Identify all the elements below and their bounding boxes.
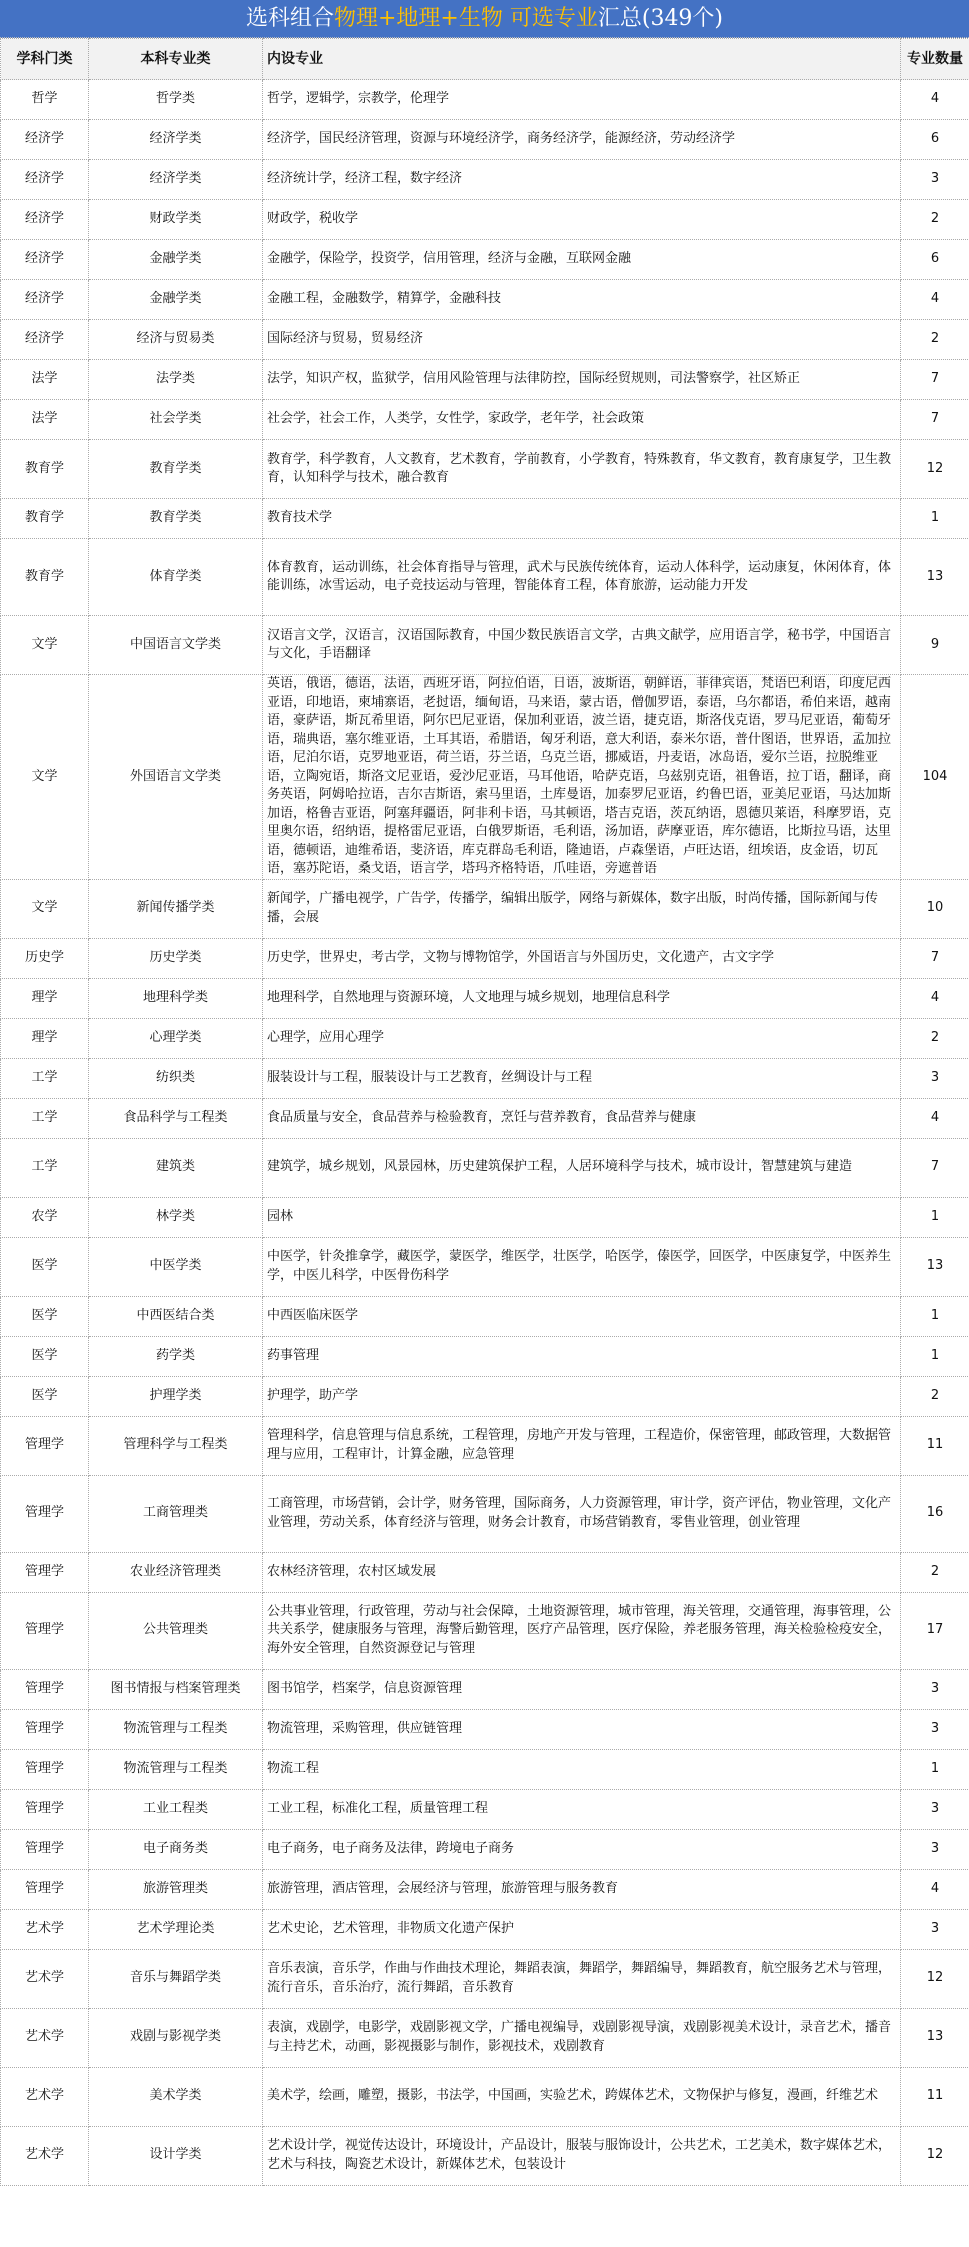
major-class-cell: 工业工程类 — [89, 1789, 263, 1829]
table-row — [1, 1098, 969, 1138]
discipline-cell: 医学 — [1, 1296, 89, 1336]
count-cell: 4 — [901, 280, 969, 320]
count-cell: 1 — [901, 1749, 969, 1789]
discipline-cell: 管理学 — [1, 1592, 89, 1669]
table-row — [1, 978, 969, 1018]
major-class-cell: 社会学类 — [89, 400, 263, 440]
major-class-cell: 经济学类 — [89, 120, 263, 160]
discipline-cell: 艺术学 — [1, 1909, 89, 1949]
count-cell: 13 — [901, 539, 969, 616]
count-cell: 2 — [901, 200, 969, 240]
discipline-cell: 管理学 — [1, 1475, 89, 1552]
table-row — [1, 1592, 969, 1669]
count-cell: 3 — [901, 1709, 969, 1749]
count-cell: 2 — [901, 1376, 969, 1416]
majors-cell: 园林 — [263, 1197, 901, 1237]
count-cell: 2 — [901, 1552, 969, 1592]
table-row — [1, 1058, 969, 1098]
discipline-cell: 农学 — [1, 1197, 89, 1237]
majors-cell: 物流管理，采购管理，供应链管理 — [263, 1709, 901, 1749]
majors-cell: 工业工程，标准化工程，质量管理工程 — [263, 1789, 901, 1829]
major-class-cell: 音乐与舞蹈学类 — [89, 1949, 263, 2008]
major-class-cell: 美术学类 — [89, 2067, 263, 2126]
table-row — [1, 499, 969, 539]
table-row — [1, 1475, 969, 1552]
count-cell: 1 — [901, 1336, 969, 1376]
table-row — [1, 1416, 969, 1475]
majors-cell: 农林经济管理，农村区域发展 — [263, 1552, 901, 1592]
table-row — [1, 1197, 969, 1237]
major-class-cell: 药学类 — [89, 1336, 263, 1376]
majors-cell: 教育技术学 — [263, 499, 901, 539]
majors-cell: 英语，俄语，德语，法语，西班牙语，阿拉伯语，日语，波斯语，朝鲜语，菲律宾语，梵语巴利语，印度尼西亚语，印地语，柬埔寨语，老挝语，缅甸语，马来语，蒙古语，僧伽罗语，泰语，乌尔都语，希伯来语，越南语，豪萨语，斯瓦希里语，阿尔巴尼亚语，保加利亚语，波兰语，捷克语，斯洛伐克语，罗马尼亚语，葡萄牙语，瑞典语，塞尔维亚语，土耳其语，希腊语，匈牙利语，意大利语，泰米尔语，普什图语，世界语，孟加拉语，尼泊尔语，克罗地亚语，荷兰语，芬兰语，乌克兰语，挪威语，丹麦语，冰岛语，爱尔兰语，拉脱维亚语，立陶宛语，斯洛文尼亚语，爱沙尼亚语，马耳他语，哈萨克语，乌兹别克语，祖鲁语，拉丁语，翻译，商务英语，阿姆哈拉语，吉尔吉斯语，索马里语，土库曼语，加泰罗尼亚语，约鲁巴语，亚美尼亚语，马达加斯加语，格鲁吉亚语，阿塞拜疆语，阿非利卡语，马其顿语，塔吉克语，茨瓦纳语，恩德贝莱语，科摩罗语，克里奥尔语，绍纳语，提格雷尼亚语，白俄罗斯语，毛利语，汤加语，萨摩亚语，库尔德语，比斯拉马语，达里语，德顿语，迪维希语，斐济语，库克群岛毛利语，隆迪语，卢森堡语，卢旺达语，纽埃语，皮金语，切瓦语，塞苏陀语，桑戈语，语言学，塔玛齐格特语，爪哇语，旁遮普语 — [263, 675, 901, 880]
table-row — [1, 1949, 969, 2008]
majors-cell: 药事管理 — [263, 1336, 901, 1376]
majors-cell: 金融工程，金融数学，精算学，金融科技 — [263, 280, 901, 320]
major-class-cell: 管理科学与工程类 — [89, 1416, 263, 1475]
discipline-cell: 管理学 — [1, 1709, 89, 1749]
majors-cell: 汉语言文学，汉语言，汉语国际教育，中国少数民族语言文学，古典文献学，应用语言学，秘书学，中国语言与文化，手语翻译 — [263, 616, 901, 675]
discipline-cell: 管理学 — [1, 1869, 89, 1909]
count-cell: 12 — [901, 2126, 969, 2185]
table-row — [1, 200, 969, 240]
discipline-cell: 管理学 — [1, 1552, 89, 1592]
major-class-cell: 建筑类 — [89, 1138, 263, 1197]
discipline-cell: 医学 — [1, 1376, 89, 1416]
count-cell: 11 — [901, 1416, 969, 1475]
majors-cell: 工商管理，市场营销，会计学，财务管理，国际商务，人力资源管理，审计学，资产评估，物业管理，文化产业管理，劳动关系，体育经济与管理，财务会计教育，市场营销教育，零售业管理，创业管理 — [263, 1475, 901, 1552]
table-row — [1, 2008, 969, 2067]
majors-cell: 社会学，社会工作，人类学，女性学，家政学，老年学，社会政策 — [263, 400, 901, 440]
discipline-cell: 经济学 — [1, 280, 89, 320]
count-cell: 17 — [901, 1592, 969, 1669]
discipline-cell: 文学 — [1, 616, 89, 675]
majors-cell: 食品质量与安全，食品营养与检验教育，烹饪与营养教育，食品营养与健康 — [263, 1098, 901, 1138]
major-class-cell: 财政学类 — [89, 200, 263, 240]
header-count: 专业数量 — [901, 39, 969, 80]
discipline-cell: 艺术学 — [1, 2008, 89, 2067]
count-cell: 16 — [901, 1475, 969, 1552]
major-class-cell: 纺织类 — [89, 1058, 263, 1098]
majors-cell: 金融学，保险学，投资学，信用管理，经济与金融，互联网金融 — [263, 240, 901, 280]
count-cell: 1 — [901, 499, 969, 539]
count-cell: 4 — [901, 1098, 969, 1138]
majors-cell: 教育学，科学教育，人文教育，艺术教育，学前教育，小学教育，特殊教育，华文教育，教育康复学，卫生教育，认知科学与技术，融合教育 — [263, 440, 901, 499]
discipline-cell: 经济学 — [1, 160, 89, 200]
major-class-cell: 设计学类 — [89, 2126, 263, 2185]
major-class-cell: 农业经济管理类 — [89, 1552, 263, 1592]
major-class-cell: 体育学类 — [89, 539, 263, 616]
table-row — [1, 1909, 969, 1949]
count-cell: 12 — [901, 440, 969, 499]
majors-table — [0, 38, 969, 2186]
discipline-cell: 艺术学 — [1, 2126, 89, 2185]
major-class-cell: 图书情报与档案管理类 — [89, 1669, 263, 1709]
discipline-cell: 法学 — [1, 400, 89, 440]
count-cell: 7 — [901, 1138, 969, 1197]
majors-cell: 图书馆学，档案学，信息资源管理 — [263, 1669, 901, 1709]
table-row — [1, 1296, 969, 1336]
discipline-cell: 哲学 — [1, 80, 89, 120]
discipline-cell: 文学 — [1, 675, 89, 880]
major-class-cell: 新闻传播学类 — [89, 879, 263, 938]
majors-cell: 体育教育，运动训练，社会体育指导与管理，武术与民族传统体育，运动人体科学，运动康复，休闲体育，体能训练，冰雪运动，电子竞技运动与管理，智能体育工程，体育旅游，运动能力开发 — [263, 539, 901, 616]
major-class-cell: 艺术学理论类 — [89, 1909, 263, 1949]
count-cell: 4 — [901, 80, 969, 120]
discipline-cell: 管理学 — [1, 1829, 89, 1869]
discipline-cell: 经济学 — [1, 120, 89, 160]
discipline-cell: 经济学 — [1, 240, 89, 280]
major-class-cell: 外国语言文学类 — [89, 675, 263, 880]
majors-cell: 表演，戏剧学，电影学，戏剧影视文学，广播电视编导，戏剧影视导演，戏剧影视美术设计，录音艺术，播音与主持艺术，动画，影视摄影与制作，影视技术，戏剧教育 — [263, 2008, 901, 2067]
table-row — [1, 616, 969, 675]
discipline-cell: 教育学 — [1, 440, 89, 499]
major-class-cell: 历史学类 — [89, 938, 263, 978]
count-cell: 6 — [901, 240, 969, 280]
majors-cell: 哲学，逻辑学，宗教学，伦理学 — [263, 80, 901, 120]
major-class-cell: 哲学类 — [89, 80, 263, 120]
discipline-cell: 工学 — [1, 1098, 89, 1138]
table-row — [1, 1669, 969, 1709]
majors-cell: 法学，知识产权，监狱学，信用风险管理与法律防控，国际经贸规则，司法警察学，社区矫正 — [263, 360, 901, 400]
table-row — [1, 1829, 969, 1869]
header-majors: 内设专业 — [263, 39, 901, 80]
discipline-cell: 理学 — [1, 978, 89, 1018]
count-cell: 3 — [901, 1669, 969, 1709]
table-row — [1, 2067, 969, 2126]
majors-cell: 历史学，世界史，考古学，文物与博物馆学，外国语言与外国历史，文化遗产，古文字学 — [263, 938, 901, 978]
discipline-cell: 管理学 — [1, 1789, 89, 1829]
major-class-cell: 法学类 — [89, 360, 263, 400]
table-header-row — [1, 39, 969, 80]
count-cell: 13 — [901, 1237, 969, 1296]
discipline-cell: 医学 — [1, 1336, 89, 1376]
major-class-cell: 电子商务类 — [89, 1829, 263, 1869]
major-class-cell: 经济学类 — [89, 160, 263, 200]
majors-cell: 中医学，针灸推拿学，藏医学，蒙医学，维医学，壮医学，哈医学，傣医学，回医学，中医康复学，中医养生学，中医儿科学，中医骨伤科学 — [263, 1237, 901, 1296]
table-row — [1, 938, 969, 978]
major-class-cell: 工商管理类 — [89, 1475, 263, 1552]
table-row — [1, 1552, 969, 1592]
major-class-cell: 中国语言文学类 — [89, 616, 263, 675]
majors-cell: 公共事业管理，行政管理，劳动与社会保障，土地资源管理，城市管理，海关管理，交通管理，海事管理，公共关系学，健康服务与管理，海警后勤管理，医疗产品管理，医疗保险，养老服务管理，海关检验检疫安全，海外安全管理，自然资源登记与管理 — [263, 1592, 901, 1669]
table-row — [1, 360, 969, 400]
table-row — [1, 160, 969, 200]
majors-cell: 中西医临床医学 — [263, 1296, 901, 1336]
major-class-cell: 中西医结合类 — [89, 1296, 263, 1336]
table-row — [1, 280, 969, 320]
major-class-cell: 食品科学与工程类 — [89, 1098, 263, 1138]
discipline-cell: 历史学 — [1, 938, 89, 978]
title-highlight: 物理+地理+生物 可选专业 — [333, 6, 598, 31]
discipline-cell: 管理学 — [1, 1749, 89, 1789]
majors-cell: 艺术史论，艺术管理，非物质文化遗产保护 — [263, 1909, 901, 1949]
count-cell: 1 — [901, 1296, 969, 1336]
major-class-cell: 公共管理类 — [89, 1592, 263, 1669]
table-row — [1, 1749, 969, 1789]
majors-cell: 艺术设计学，视觉传达设计，环境设计，产品设计，服装与服饰设计，公共艺术，工艺美术，数字媒体艺术，艺术与科技，陶瓷艺术设计，新媒体艺术，包装设计 — [263, 2126, 901, 2185]
count-cell: 2 — [901, 320, 969, 360]
discipline-cell: 艺术学 — [1, 1949, 89, 2008]
majors-cell: 护理学，助产学 — [263, 1376, 901, 1416]
discipline-cell: 教育学 — [1, 539, 89, 616]
count-cell: 3 — [901, 1789, 969, 1829]
count-cell: 4 — [901, 978, 969, 1018]
discipline-cell: 工学 — [1, 1138, 89, 1197]
discipline-cell: 教育学 — [1, 499, 89, 539]
table-row — [1, 2126, 969, 2185]
majors-cell: 旅游管理，酒店管理，会展经济与管理，旅游管理与服务教育 — [263, 1869, 901, 1909]
major-class-cell: 中医学类 — [89, 1237, 263, 1296]
count-cell: 9 — [901, 616, 969, 675]
table-row — [1, 240, 969, 280]
majors-cell: 经济学，国民经济管理，资源与环境经济学，商务经济学，能源经济，劳动经济学 — [263, 120, 901, 160]
majors-cell: 财政学，税收学 — [263, 200, 901, 240]
table-row — [1, 1237, 969, 1296]
table-row — [1, 539, 969, 616]
major-class-cell: 旅游管理类 — [89, 1869, 263, 1909]
major-class-cell: 护理学类 — [89, 1376, 263, 1416]
discipline-cell: 法学 — [1, 360, 89, 400]
table-row — [1, 120, 969, 160]
discipline-cell: 经济学 — [1, 320, 89, 360]
table-row — [1, 80, 969, 120]
discipline-cell: 医学 — [1, 1237, 89, 1296]
major-class-cell: 林学类 — [89, 1197, 263, 1237]
count-cell: 10 — [901, 879, 969, 938]
count-cell: 3 — [901, 1058, 969, 1098]
table-row — [1, 1709, 969, 1749]
table-row — [1, 675, 969, 880]
discipline-cell: 管理学 — [1, 1416, 89, 1475]
majors-cell: 美术学，绘画，雕塑，摄影，书法学，中国画，实验艺术，跨媒体艺术，文物保护与修复，漫画，纤维艺术 — [263, 2067, 901, 2126]
count-cell: 104 — [901, 675, 969, 880]
major-class-cell: 金融学类 — [89, 240, 263, 280]
count-cell: 7 — [901, 360, 969, 400]
major-class-cell: 经济与贸易类 — [89, 320, 263, 360]
title-suffix: 汇总(349个) — [597, 6, 724, 31]
majors-cell: 管理科学，信息管理与信息系统，工程管理，房地产开发与管理，工程造价，保密管理，邮政管理，大数据管理与应用，工程审计，计算金融，应急管理 — [263, 1416, 901, 1475]
table-row — [1, 320, 969, 360]
major-class-cell: 物流管理与工程类 — [89, 1749, 263, 1789]
major-class-cell: 金融学类 — [89, 280, 263, 320]
table-row — [1, 400, 969, 440]
discipline-cell: 艺术学 — [1, 2067, 89, 2126]
count-cell: 12 — [901, 1949, 969, 2008]
count-cell: 1 — [901, 1197, 969, 1237]
table-row — [1, 1376, 969, 1416]
majors-cell: 服装设计与工程，服装设计与工艺教育，丝绸设计与工程 — [263, 1058, 901, 1098]
majors-cell: 物流工程 — [263, 1749, 901, 1789]
count-cell: 2 — [901, 1018, 969, 1058]
discipline-cell: 文学 — [1, 879, 89, 938]
discipline-cell: 经济学 — [1, 200, 89, 240]
discipline-cell: 工学 — [1, 1058, 89, 1098]
table-row — [1, 1138, 969, 1197]
count-cell: 7 — [901, 400, 969, 440]
count-cell: 7 — [901, 938, 969, 978]
table-row — [1, 1336, 969, 1376]
majors-cell: 音乐表演，音乐学，作曲与作曲技术理论，舞蹈表演，舞蹈学，舞蹈编导，舞蹈教育，航空服务艺术与管理，流行音乐，音乐治疗，流行舞蹈，音乐教育 — [263, 1949, 901, 2008]
count-cell: 4 — [901, 1869, 969, 1909]
major-class-cell: 物流管理与工程类 — [89, 1709, 263, 1749]
discipline-cell: 管理学 — [1, 1669, 89, 1709]
table-row — [1, 440, 969, 499]
discipline-cell: 理学 — [1, 1018, 89, 1058]
majors-cell: 心理学，应用心理学 — [263, 1018, 901, 1058]
count-cell: 6 — [901, 120, 969, 160]
table-row — [1, 1869, 969, 1909]
major-class-cell: 地理科学类 — [89, 978, 263, 1018]
major-class-cell: 教育学类 — [89, 499, 263, 539]
majors-cell: 地理科学，自然地理与资源环境，人文地理与城乡规划，地理信息科学 — [263, 978, 901, 1018]
count-cell: 11 — [901, 2067, 969, 2126]
majors-cell: 电子商务，电子商务及法律，跨境电子商务 — [263, 1829, 901, 1869]
major-class-cell: 戏剧与影视学类 — [89, 2008, 263, 2067]
count-cell: 3 — [901, 1909, 969, 1949]
title-prefix: 选科组合 — [245, 6, 334, 31]
table-row — [1, 1018, 969, 1058]
majors-cell: 新闻学，广播电视学，广告学，传播学，编辑出版学，网络与新媒体，数字出版，时尚传播，国际新闻与传播，会展 — [263, 879, 901, 938]
majors-cell: 建筑学，城乡规划，风景园林，历史建筑保护工程，人居环境科学与技术，城市设计，智慧建筑与建造 — [263, 1138, 901, 1197]
count-cell: 3 — [901, 1829, 969, 1869]
majors-cell: 国际经济与贸易，贸易经济 — [263, 320, 901, 360]
table-row — [1, 879, 969, 938]
count-cell: 3 — [901, 160, 969, 200]
header-discipline: 学科门类 — [1, 39, 89, 80]
major-class-cell: 教育学类 — [89, 440, 263, 499]
page-title — [0, 0, 969, 38]
majors-cell: 经济统计学，经济工程，数字经济 — [263, 160, 901, 200]
header-major-class: 本科专业类 — [89, 39, 263, 80]
count-cell: 13 — [901, 2008, 969, 2067]
major-class-cell: 心理学类 — [89, 1018, 263, 1058]
table-row — [1, 1789, 969, 1829]
